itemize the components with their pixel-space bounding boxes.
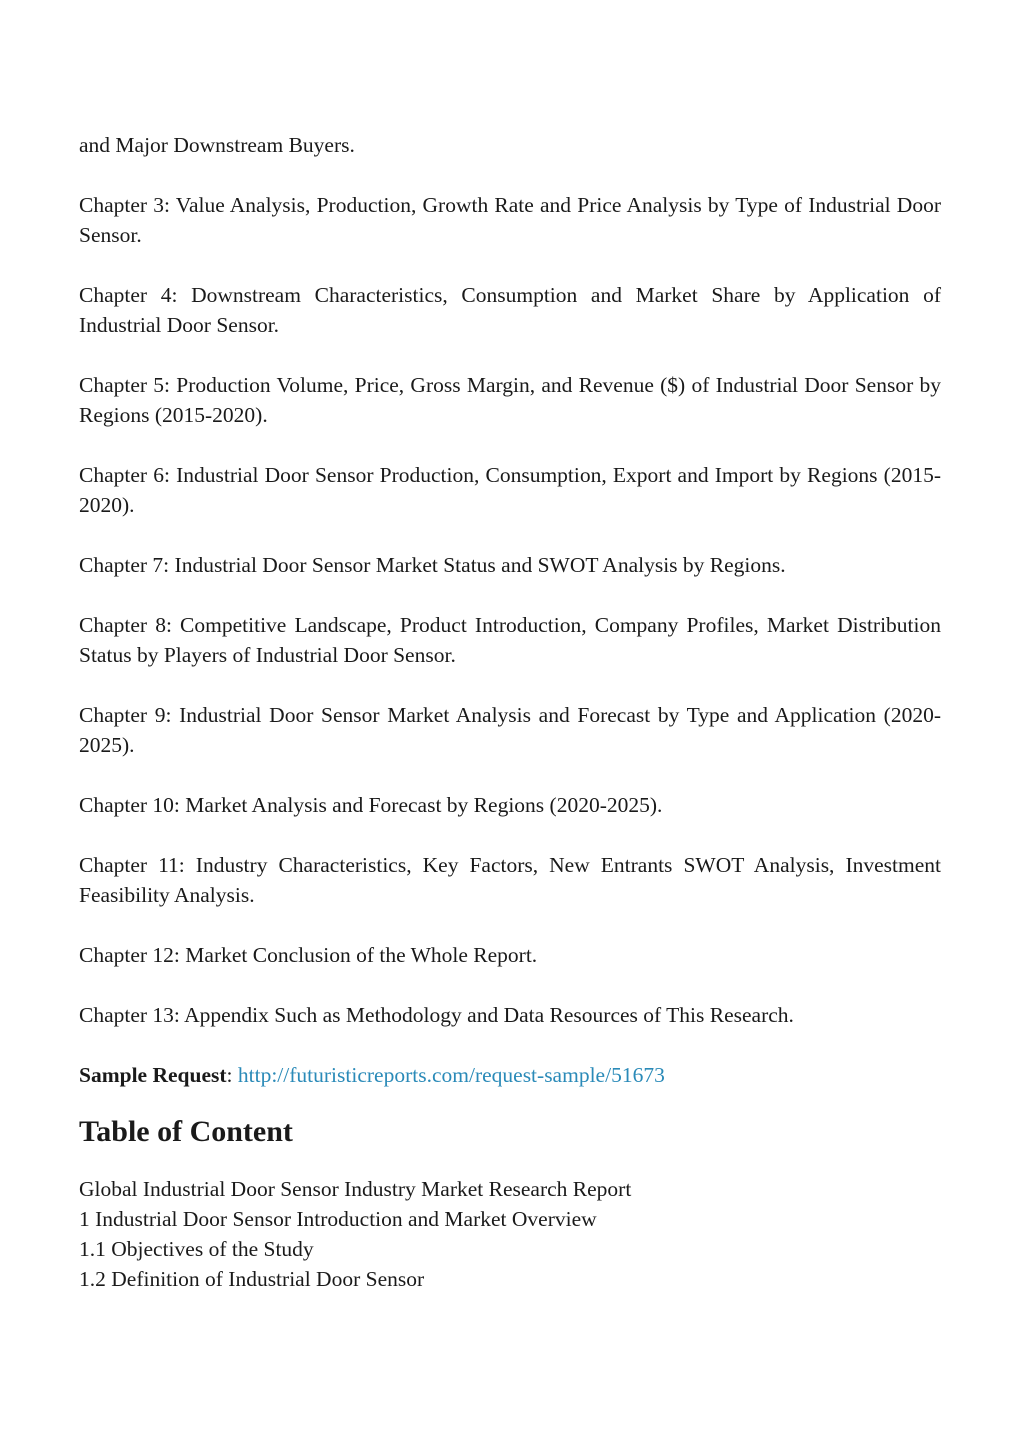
paragraph-chapter-11: Chapter 11: Industry Characteristics, Key Factors, New Entrants SWOT Analysis, Investment Feasibility Analysis. [79,853,941,907]
toc-line-1: 1 Industrial Door Sensor Introduction and Market Overview [79,1207,597,1231]
document-page [79,130,941,1294]
paragraph-buyers: and Major Downstream Buyers. [79,133,355,157]
toc-line-1-2: 1.2 Definition of Industrial Door Sensor [79,1267,425,1291]
paragraph-chapter-6: Chapter 6: Industrial Door Sensor Production, Consumption, Export and Import by Regions (2015-2020). [79,463,941,517]
paragraph-chapter-13: Chapter 13: Appendix Such as Methodology and Data Resources of This Research. [79,1003,794,1027]
paragraph-chapter-12: Chapter 12: Market Conclusion of the Whole Report. [79,943,538,967]
sample-request-separator: : [226,1063,233,1087]
toc-line-1-1: 1.1 Objectives of the Study [79,1237,314,1261]
toc-line-report-title: Global Industrial Door Sensor Industry Market Research Report [79,1177,632,1201]
toc-heading: Table of Content [79,1115,293,1148]
paragraph-chapter-4: Chapter 4: Downstream Characteristics, Consumption and Market Share by Application of Industrial Door Sensor. [79,283,941,337]
paragraph-chapter-8: Chapter 8: Competitive Landscape, Product Introduction, Company Profiles, Market Distribution Status by Players of Industrial Door Sensor. [79,613,941,667]
paragraph-chapter-5: Chapter 5: Production Volume, Price, Gross Margin, and Revenue ($) of Industrial Door Sensor by Regions (2015-2020). [79,373,941,427]
sample-request-label: Sample Request [79,1063,227,1087]
paragraph-chapter-10: Chapter 10: Market Analysis and Forecast by Regions (2020-2025). [79,793,663,817]
sample-request-line [79,1060,941,1090]
sample-request-link[interactable]: http://futuristicreports.com/request-sample/51673 [237,1063,665,1087]
paragraph-chapter-9: Chapter 9: Industrial Door Sensor Market Analysis and Forecast by Type and Application (2020-2025). [79,703,941,757]
paragraph-chapter-3: Chapter 3: Value Analysis, Production, Growth Rate and Price Analysis by Type of Industrial Door Sensor. [79,193,941,247]
paragraph-chapter-7: Chapter 7: Industrial Door Sensor Market Status and SWOT Analysis by Regions. [79,553,786,577]
